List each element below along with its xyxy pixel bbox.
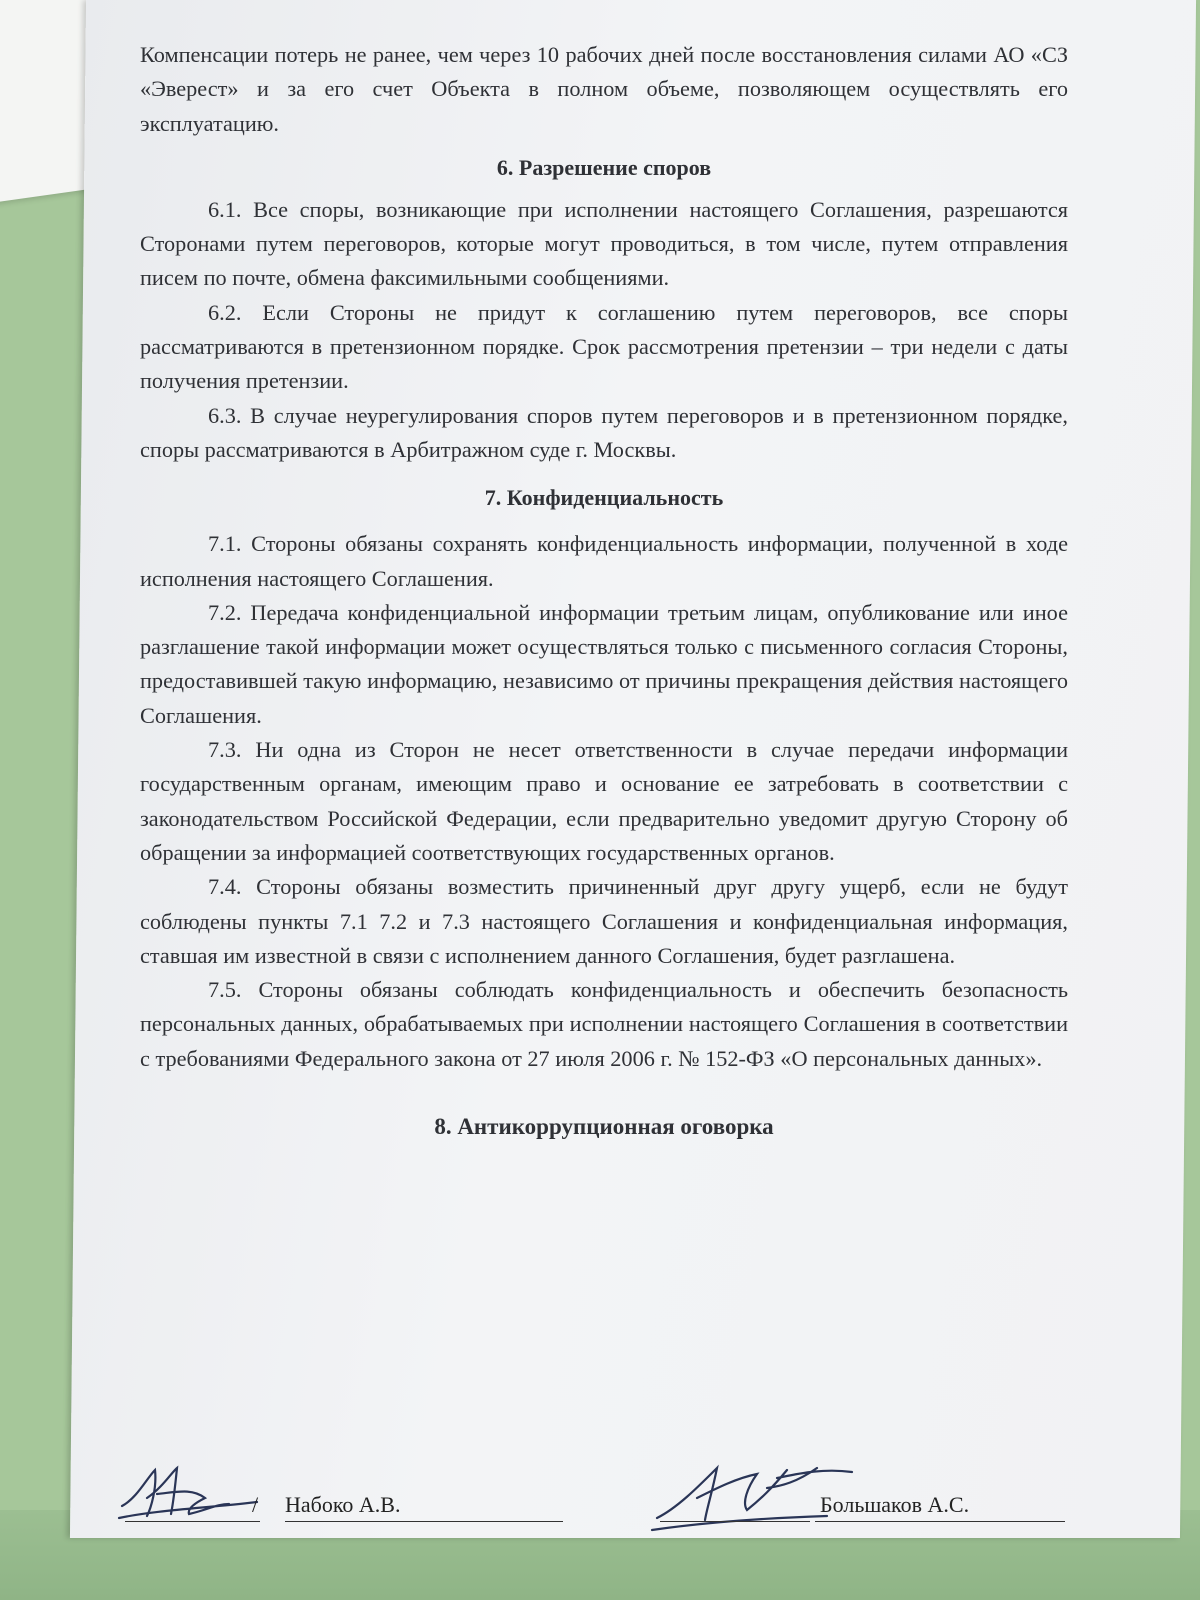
paragraph-7-5: 7.5. Стороны обязаны соблюдать конфиденциальность и обеспечить безопасность персональных данных, обрабатываемых при исполнении настоящего Соглашения в соответствии с требованиями Федерального закона от 27 июля 2006 г. № 152-ФЗ «О персональных данных». <box>140 977 1068 1071</box>
section-6-heading: 6. Разрешение споров <box>496 154 712 180</box>
paragraph-6-2: 6.2. Если Стороны не придут к соглашению путем переговоров, все споры рассматриваются в претензионном порядке. Срок рассмотрения претензии – три недели с даты получения претензии. <box>140 299 1068 394</box>
left-signature-line <box>125 1520 260 1522</box>
paragraph-7-4: 7.4. Стороны обязаны возместить причиненный друг другу ущерб, если не будут соблюдены пункты 7.1 7.2 и 7.3 настоящего Соглашения и конфиденциальная информация, ставшая им известной в связи с исполнением данного Соглашения, будет разглашена. <box>140 874 1068 968</box>
left-separator: / <box>252 1492 259 1517</box>
left-name-underline <box>285 1520 563 1522</box>
right-signature-line <box>660 1520 810 1522</box>
paragraph-6-3: 6.3. В случае неурегулирования споров путем переговоров и в претензионном порядке, споры рассматриваются в Арбитражном суде г. Москвы. <box>140 402 1068 462</box>
paragraph-7-1: 7.1. Стороны обязаны сохранять конфиденциальность информации, полученной в ходе исполнения настоящего Соглашения. <box>140 531 1068 591</box>
left-signer-name: Набоко А.В. <box>285 1492 401 1517</box>
left-signature-scribble <box>117 1458 267 1528</box>
intro-paragraph: Компенсации потерь не ранее, чем через 10 рабочих дней после восстановления силами АО «СЗ «Эверест» и за его счет Объекта в полном объеме, позволяющем осуществлять его эксплуатацию. <box>140 42 1068 136</box>
document-body <box>140 38 1068 1144</box>
right-signer-name: Большаков А.С. <box>820 1492 970 1517</box>
signature-block <box>125 1480 1085 1530</box>
paragraph-7-3: 7.3. Ни одна из Сторон не несет ответственности в случае передачи информации государственным органам, имеющим право и основание ее затребовать в соответствии с законодательством Российской Федерации, если предварительно уведомит другую Сторону об обращении за информацией соответствующих государственных органов. <box>140 737 1068 865</box>
section-8-heading: 8. Антикоррупционная оговорка <box>434 1114 774 1140</box>
paragraph-7-2: 7.2. Передача конфиденциальной информации третьим лицам, опубликование или иное разглашение такой информации может осуществляться только с письменного согласия Стороны, предоставившей такую информацию, независимо от причины прекращения действия настоящего Соглашения. <box>140 599 1068 728</box>
section-7-heading: 7. Конфиденциальность <box>484 485 724 511</box>
right-name-underline <box>815 1520 1065 1522</box>
paragraph-6-1: 6.1. Все споры, возникающие при исполнении настоящего Соглашения, разрешаются Сторонами путем переговоров, которые могут проводиться, в том числе, путем отправления писем по почте, обмена факсимильными сообщениями. <box>140 196 1068 291</box>
